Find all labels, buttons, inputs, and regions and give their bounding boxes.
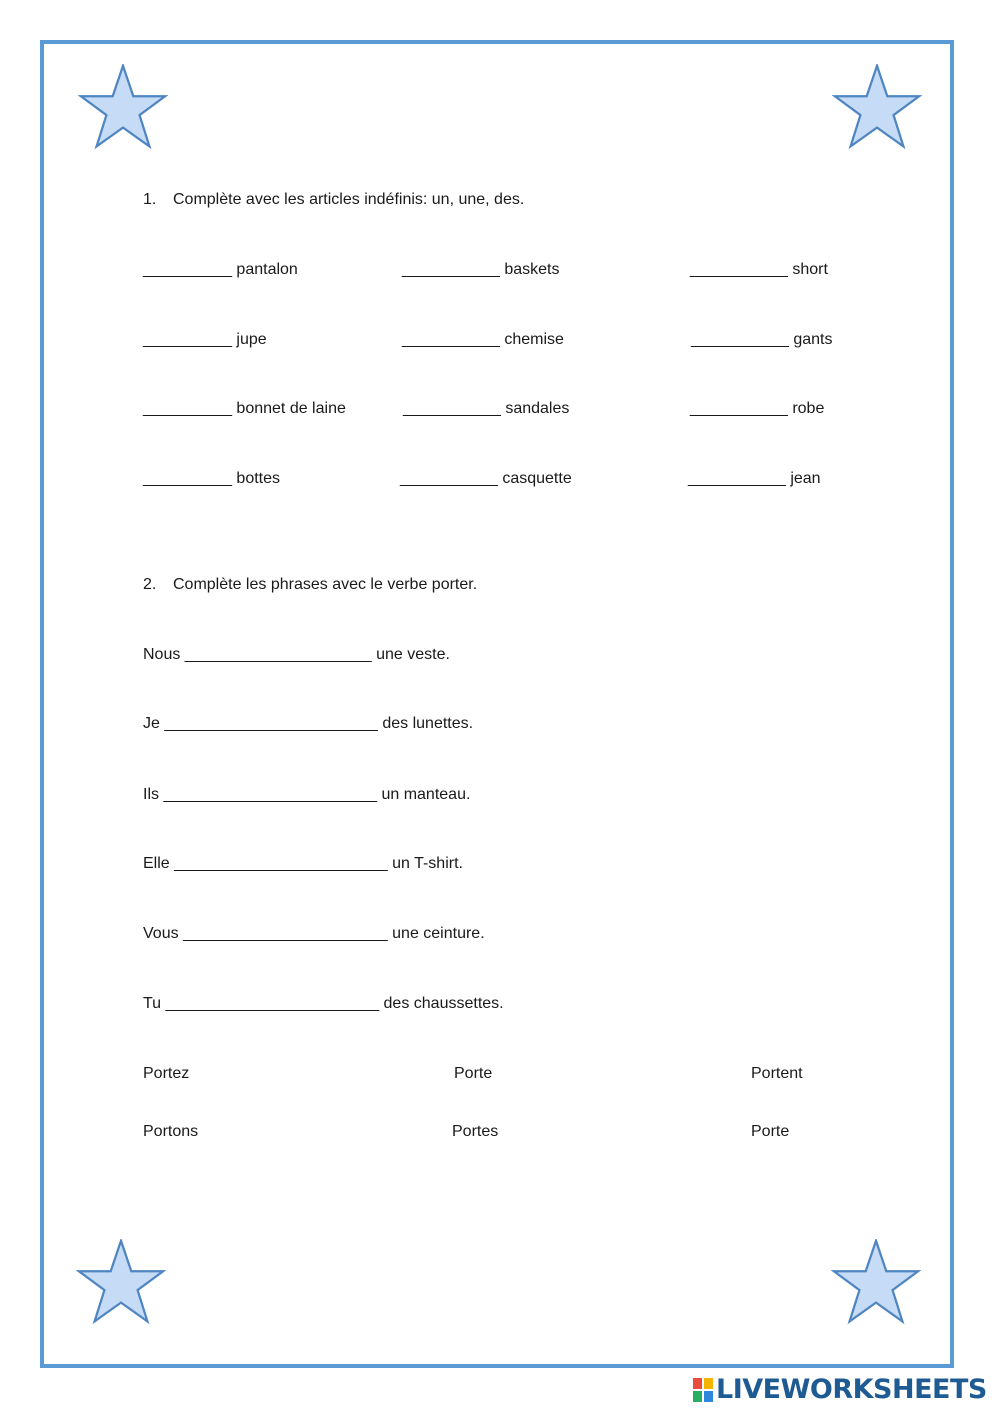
star-icon <box>78 64 168 150</box>
fill-blank-item: __________ bottes <box>143 470 281 487</box>
fill-blank-item: __________ jupe <box>143 331 267 348</box>
fill-blank-item: ___________ sandales <box>403 400 570 417</box>
page-border <box>40 40 954 1368</box>
fill-blank-item: ___________ chemise <box>402 331 564 348</box>
fill-blank-item: __________ pantalon <box>143 261 298 278</box>
fill-blank-item: ___________ baskets <box>402 261 560 278</box>
word-bank-item: Portez <box>143 1065 190 1082</box>
fill-blank-item: ___________ short <box>690 261 828 278</box>
fill-blank-item: ___________ robe <box>690 400 825 417</box>
word-bank-item: Portent <box>751 1065 803 1082</box>
sentence: Elle ________________________ un T-shirt. <box>143 855 463 872</box>
star-icon <box>832 64 922 150</box>
exercise-2-number: 2. <box>143 576 157 593</box>
sentence: Tu ________________________ des chaussettes. <box>143 995 504 1012</box>
fill-blank-item: ___________ casquette <box>400 470 572 487</box>
word-bank-item: Porte <box>751 1123 790 1140</box>
sentence: Ils ________________________ un manteau. <box>143 786 471 803</box>
logo-text: LIVEWORKSHEETS <box>716 1374 987 1405</box>
fill-blank-item: ___________ gants <box>691 331 833 348</box>
exercise-1-number: 1. <box>143 191 157 208</box>
liveworksheets-logo <box>692 1376 987 1404</box>
liveworksheets-icon <box>692 1377 714 1403</box>
exercise-1-instruction: Complète avec les articles indéfinis: un, une, des. <box>173 191 525 208</box>
star-icon <box>831 1239 921 1325</box>
word-bank-item: Porte <box>454 1065 493 1082</box>
word-bank-item: Portons <box>143 1123 199 1140</box>
star-icon <box>76 1239 166 1325</box>
sentence: Je ________________________ des lunettes. <box>143 715 474 732</box>
sentence: Vous _______________________ une ceinture. <box>143 925 485 942</box>
fill-blank-item: ___________ jean <box>688 470 821 487</box>
sentence: Nous _____________________ une veste. <box>143 646 450 663</box>
word-bank-item: Portes <box>452 1123 499 1140</box>
fill-blank-item: __________ bonnet de laine <box>143 400 346 417</box>
exercise-2-instruction: Complète les phrases avec le verbe porter. <box>173 576 478 593</box>
